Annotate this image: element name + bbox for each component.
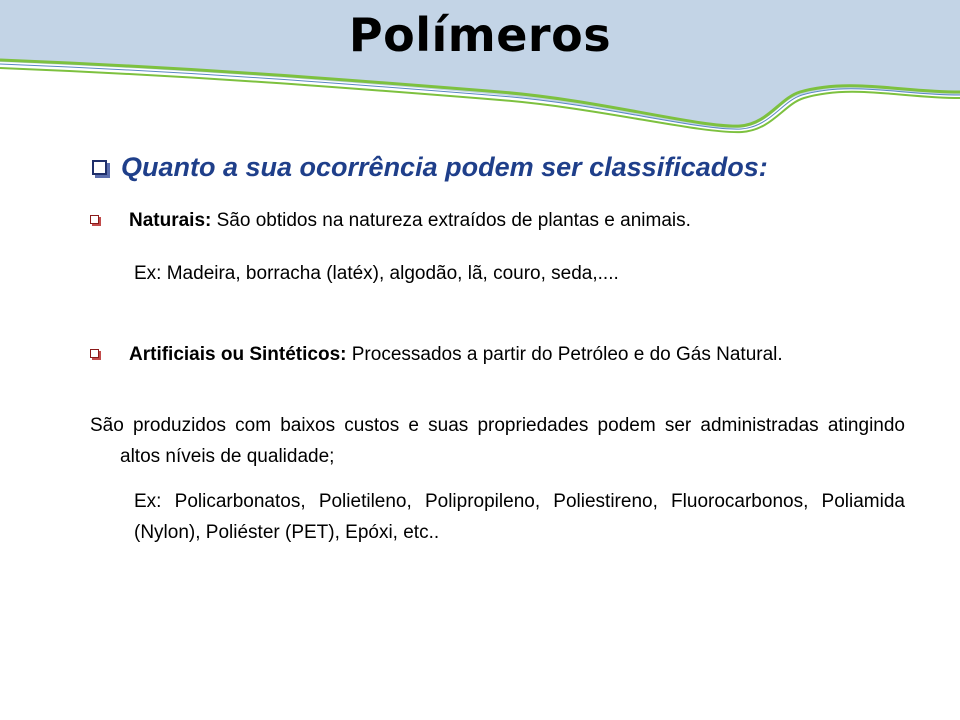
produzidos-paragraph [90, 410, 905, 472]
square-bullet-icon [92, 160, 107, 175]
produzidos-text: São produzidos com baixos custos e suas propriedades podem ser administradas atingindo altos níveis de qualidade; [90, 415, 905, 467]
artificiais-text: Processados a partir do Petróleo e do Gás Natural. [346, 344, 783, 365]
naturais-text: São obtidos na natureza extraídos de plantas e animais. [211, 210, 691, 231]
slide-title: Polímeros [348, 8, 612, 62]
naturais-label: Naturais: [129, 210, 212, 231]
naturais-item [90, 205, 910, 236]
naturais-example: Ex: Madeira, borracha (latéx), algodão, lã, couro, seda,.... [134, 263, 619, 284]
section-heading-text: Quanto a sua ocorrência podem ser classificados: [121, 152, 768, 182]
square-bullet-icon [90, 215, 99, 224]
artificiais-item [90, 339, 905, 370]
sinteticos-example: Ex: Policarbonatos, Polietileno, Polipropileno, Poliestireno, Fluorocarbonos, Poliamida (Nylon), Poliéster (PET), Epóxi, etc.. [134, 491, 905, 543]
square-bullet-icon [90, 349, 99, 358]
artificiais-label: Artificiais ou Sintéticos: [129, 344, 347, 365]
section-heading [92, 152, 912, 183]
